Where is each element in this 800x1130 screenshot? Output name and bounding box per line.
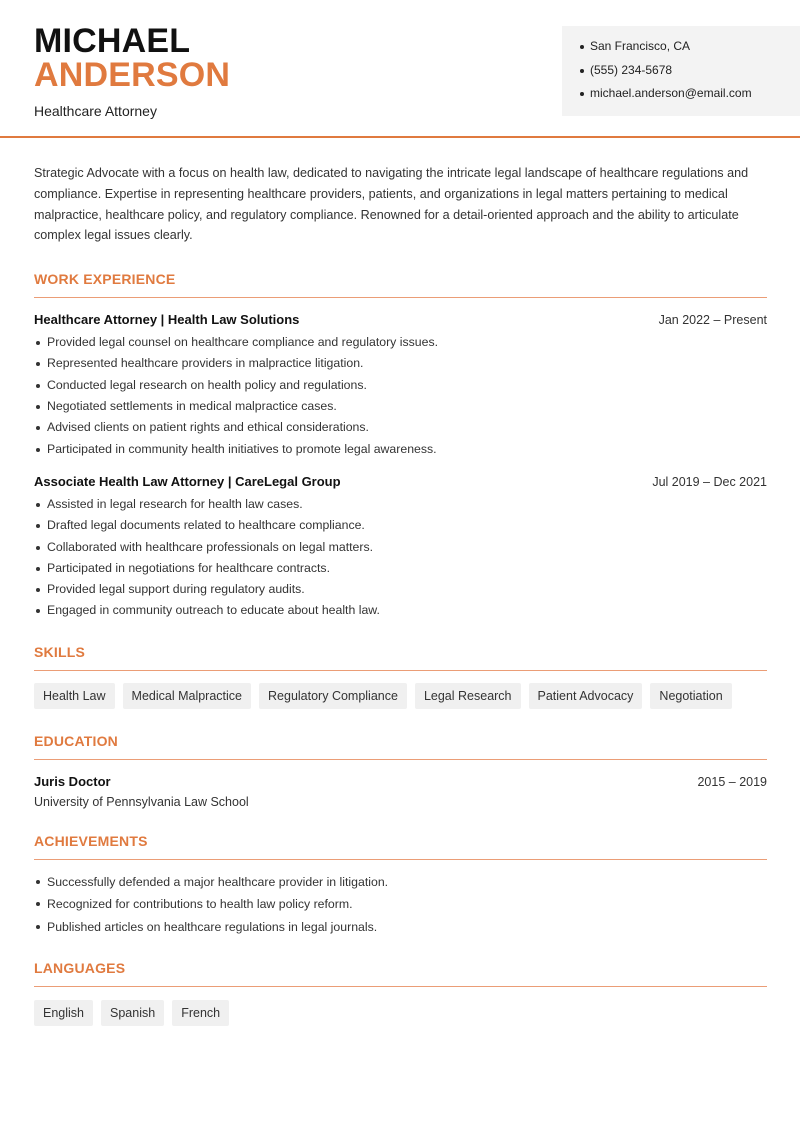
achievements-list: [34, 871, 767, 939]
list-item: Negotiated settlements in medical malpractice cases.: [34, 396, 767, 417]
job-title: Healthcare Attorney: [34, 103, 157, 119]
job-role: Healthcare Attorney | Health Law Solutions: [34, 312, 300, 328]
summary: Strategic Advocate with a focus on health law, dedicated to navigating the intricate legal landscape of healthcare regulations and compliance. Expertise in representing healthcare providers, patients, and organizations in legal matters pertaining to medical malpractice, healthcare policy, and regulatory compliance. Renowned for a detail-oriented approach and the ability to articulate complex legal issues clearly.: [34, 166, 749, 243]
language-tag: Spanish: [101, 1000, 164, 1026]
skills-list: [34, 683, 767, 709]
education-entry: [34, 774, 767, 809]
list-item: Participated in negotiations for healthcare contracts.: [34, 558, 767, 579]
job-bullets: [34, 494, 767, 622]
skill-tag: Patient Advocacy: [529, 683, 643, 709]
contact-box: [562, 26, 800, 116]
skill-tag: Regulatory Compliance: [259, 683, 407, 709]
job-entry: [34, 474, 767, 622]
skill-tag: Medical Malpractice: [123, 683, 251, 709]
job-dates: Jan 2022 – Present: [658, 313, 767, 328]
job-bullets: [34, 332, 767, 460]
list-item: Published articles on healthcare regulations in legal journals.: [34, 916, 767, 939]
education-dates: 2015 – 2019: [697, 774, 767, 789]
list-item: Engaged in community outreach to educate about health law.: [34, 600, 767, 621]
contact-email: michael.anderson@email.com: [580, 85, 800, 109]
list-item: Conducted legal research on health policy and regulations.: [34, 375, 767, 396]
section-title-languages: LANGUAGES: [34, 960, 767, 987]
language-tag: French: [172, 1000, 229, 1026]
languages-list: [34, 1000, 767, 1026]
skill-tag: Legal Research: [415, 683, 521, 709]
last-name: ANDERSON: [34, 56, 231, 94]
list-item: Participated in community health initiatives to promote legal awareness.: [34, 439, 767, 460]
list-item: Represented healthcare providers in malpractice litigation.: [34, 353, 767, 374]
section-title-work-experience: WORK EXPERIENCE: [34, 271, 767, 298]
job-entry: [34, 312, 767, 460]
skill-tag: Negotiation: [650, 683, 731, 709]
section-title-education: EDUCATION: [34, 733, 767, 760]
language-tag: English: [34, 1000, 93, 1026]
section-title-achievements: ACHIEVEMENTS: [34, 833, 767, 860]
school: University of Pennsylvania Law School: [34, 794, 249, 809]
list-item: Successfully defended a major healthcare provider in litigation.: [34, 871, 767, 894]
first-name: MICHAEL: [34, 22, 191, 60]
list-item: Collaborated with healthcare professionals on legal matters.: [34, 537, 767, 558]
resume-header: [0, 0, 800, 138]
section-title-skills: SKILLS: [34, 644, 767, 671]
list-item: Advised clients on patient rights and ethical considerations.: [34, 417, 767, 438]
list-item: Drafted legal documents related to healthcare compliance.: [34, 515, 767, 536]
list-item: Provided legal support during regulatory audits.: [34, 579, 767, 600]
degree: Juris Doctor: [34, 773, 111, 789]
list-item: Recognized for contributions to health law policy reform.: [34, 893, 767, 916]
skill-tag: Health Law: [34, 683, 115, 709]
contact-location: San Francisco, CA: [580, 38, 800, 62]
resume-body: [34, 163, 767, 1026]
job-dates: Jul 2019 – Dec 2021: [652, 474, 767, 489]
name-block: [34, 24, 230, 119]
job-role: Associate Health Law Attorney | CareLegal Group: [34, 473, 341, 489]
contact-phone: (555) 234-5678: [580, 62, 800, 86]
list-item: Assisted in legal research for health law cases.: [34, 494, 767, 515]
list-item: Provided legal counsel on healthcare compliance and regulatory issues.: [34, 332, 767, 353]
